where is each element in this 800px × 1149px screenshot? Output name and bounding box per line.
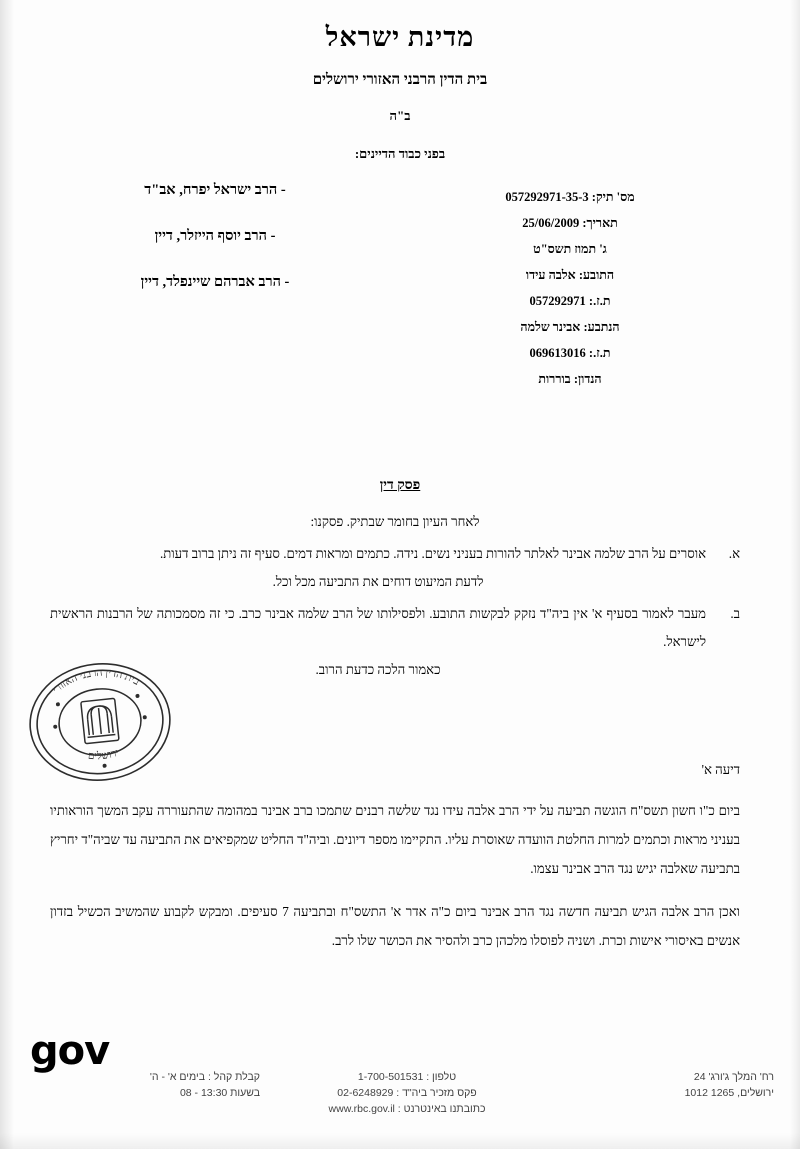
gov-logo: gov — [30, 1028, 110, 1074]
metadata-value: 25/06/2009 — [522, 216, 580, 230]
scan-edge-bottom — [0, 1133, 800, 1149]
seal-bottom-text: ירושלים — [87, 747, 121, 763]
before-judges-label: בפני כבוד הדיינים: — [354, 146, 446, 161]
footer-line: פקס מזכיר ביה"ד : 02-6248929 — [337, 1087, 477, 1099]
clause-marker: ב. — [730, 606, 740, 621]
metadata-row-defendant — [400, 314, 740, 340]
metadata-value: ג' תמוז תשס"ט — [533, 242, 607, 256]
footer-contact — [282, 1069, 532, 1117]
intro-line: לאחר העיון בחומר שבתיק. פסקנו: — [310, 514, 480, 529]
case-metadata — [400, 184, 740, 392]
clause-text — [50, 540, 706, 596]
scan-edge-right — [790, 0, 800, 1149]
page-title: מדינת ישראל — [325, 22, 475, 52]
metadata-label: תאריך: — [582, 216, 618, 230]
metadata-label: הנתבע: — [583, 320, 620, 334]
intro-paragraph — [50, 508, 740, 536]
body-paragraph: ביום כ"ו חשון תשס"ח הוגשה תביעה על ידי הרב אלבה עידו נגד שלשה רבנים שתמכו ברב אבינר במהומה שהתעוררה עקב המשך הוראותיו בעניני מראות וכתמים למרות החלטת הוועדה שאוסרת עליו. התקיימו מספר דיונים. וביה"ד החליט שמקפיאים את התביעה עד שביה"ד יחריץ בתביעה שאלבה יגיש נגד הרב אבינר עצמו. — [50, 803, 740, 876]
scan-edge-left — [0, 0, 14, 1149]
metadata-label: מס' תיק: — [591, 190, 635, 204]
clause-paragraph: לדעת המיעוט דוחים את התביעה מכל וכל. — [272, 574, 484, 589]
opinion-section-label: דיעה א' — [701, 762, 740, 777]
judge-row: - הרב ישראל יפרח, אב"ד — [144, 182, 286, 198]
metadata-row-plaintiff-id — [400, 288, 740, 314]
metadata-value: 069613016 — [529, 346, 586, 360]
metadata-value: 057292971-35-3 — [505, 190, 589, 204]
metadata-row-hebrew-date — [400, 236, 740, 262]
court-name: בית הדין הרבני האזורי ירושלים — [312, 72, 488, 88]
clause-marker: א. — [728, 546, 740, 561]
clause-paragraph: כאמור הלכה כדעת הרוב. — [315, 662, 441, 677]
metadata-label: התובע: — [578, 268, 615, 282]
metadata-row-date — [400, 210, 740, 236]
verdict-heading: פסק דין — [379, 478, 421, 493]
judge-row: - הרב יוסף הייזלר, דיין — [154, 228, 276, 244]
official-rabbinical-court-seal — [16, 648, 185, 796]
footer-line: רח' המלך ג'ורג' 24 — [693, 1071, 774, 1083]
metadata-label: ת.ז.: — [588, 294, 611, 308]
judges-list — [60, 182, 370, 320]
opinion-body — [50, 796, 740, 969]
footer-line: כתובתנו באינטרנט : www.rbc.gov.il — [328, 1103, 486, 1115]
metadata-value: 057292971 — [529, 294, 586, 308]
metadata-row-defendant-id — [400, 340, 740, 366]
page-footer — [0, 1069, 800, 1131]
footer-line: בשעות 13:30 - 08 — [179, 1087, 260, 1099]
footer-line: ירושלים, 1265 1012 — [684, 1087, 774, 1099]
clause-paragraph: אוסרים על הרב שלמה אבינר לאלתר להורות בעניני נשים. נידה. כתמים ומראות דמים. סעיף זה ניתן ברוב דעות. — [159, 546, 706, 561]
bh-abbreviation: ב"ה — [389, 108, 411, 123]
metadata-row-case-number — [400, 184, 740, 210]
body-paragraph: ואכן הרב אלבה הגיש תביעה חדשה נגד הרב אבינר ביום כ"ה אדר א' התשס"ח ובתביעה 7 סעיפים. ומבקש לקבוע שהמשיב הכשיל בזדון אנשים באיסורי אישות וכרת. ושניה לפוסלו מלכהן כרב ולהסיר את הכושר שלו לרב. — [50, 904, 740, 948]
metadata-label: הנדון: — [573, 372, 602, 386]
footer-address — [564, 1069, 774, 1101]
footer-line: קבלת קהל : בימים א' - ה' — [149, 1071, 260, 1083]
metadata-value: בוררות — [538, 372, 571, 386]
metadata-row-plaintiff — [400, 262, 740, 288]
footer-reception-hours — [30, 1069, 260, 1101]
footer-line: טלפון : 1-700-501531 — [357, 1071, 457, 1083]
seal-top-text: בית הדין הרבני האזורי — [50, 667, 142, 696]
svg-text:ירושלים — [86, 747, 121, 763]
metadata-value: אלבה עידו — [525, 268, 576, 282]
list-item — [50, 540, 740, 596]
metadata-label: ת.ז.: — [588, 346, 611, 360]
clause-paragraph: מעבר לאמור בסעיף א' אין ביה"ד נזקק לבקשות התובע. ולפסילותו של הרב שלמה אבינר כרב. כי זה מסמכותה של הרבנות הראשית לישראל. — [50, 606, 706, 649]
metadata-value: אבינר שלמה — [520, 320, 581, 334]
judge-row: - הרב אברהם שיינפלד, דיין — [140, 274, 290, 290]
metadata-row-subject — [400, 366, 740, 392]
